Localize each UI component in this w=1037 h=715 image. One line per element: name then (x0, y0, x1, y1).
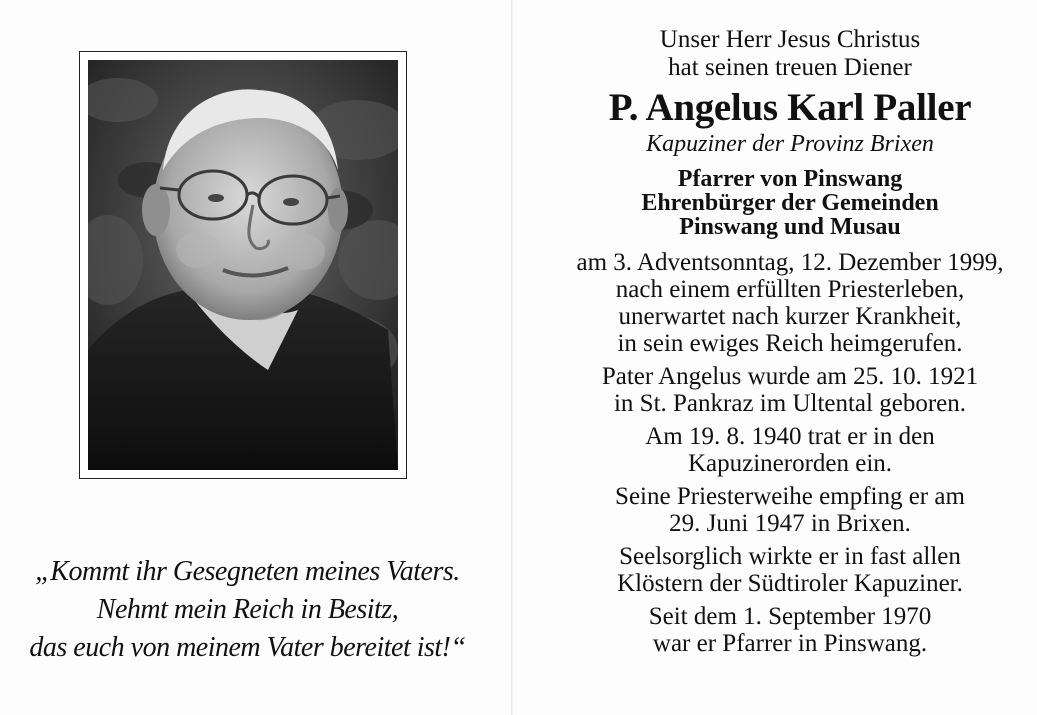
intro-line: Unser Herr Jesus Christus (659, 26, 921, 53)
quote-line: Nehmt mein Reich in Besitz, (96, 594, 399, 625)
paragraph-birth (540, 363, 1037, 417)
text-line: Kapuzinerorden ein. (687, 450, 893, 477)
text-line: Seit dem 1. September 1970 (648, 603, 932, 630)
intro-line: hat seinen treuen Diener (668, 54, 912, 81)
text-line: am 3. Adventsonntag, 12. Dezember 1999, (576, 249, 1004, 276)
text-line: Am 19. 8. 1940 trat er in den (645, 423, 935, 450)
quote-line: das euch von meinem Vater bereitet ist!“ (29, 632, 466, 663)
portrait-illustration (88, 60, 398, 470)
text-line: in sein ewiges Reich heimgerufen. (617, 330, 963, 357)
intro (540, 26, 1037, 82)
order-subtitle: Kapuziner der Provinz Brixen (646, 131, 934, 157)
text-line: nach einem erfüllten Priesterleben, (615, 276, 965, 303)
text-line: 29. Juni 1947 in Brixen. (669, 510, 911, 537)
text-line: Seelsorglich wirkte er in fast allen (619, 543, 961, 570)
title-line: Pfarrer von Pinswang (677, 166, 903, 192)
text-line: unerwartet nach kurzer Krankheit, (618, 303, 962, 330)
text-line: Klöstern der Südtiroler Kapuziner. (617, 570, 963, 597)
text-line: in St. Pankraz im Ultental geboren. (613, 390, 966, 417)
portrait-photo (88, 60, 398, 470)
bible-quote (0, 553, 495, 667)
quote-line: „Kommt ihr Gesegneten meines Vaters. (35, 556, 460, 587)
card-fold (511, 0, 513, 715)
announcement-text (540, 26, 1037, 657)
paragraph-death (540, 249, 1037, 357)
deceased-name: P. Angelus Karl Paller (608, 86, 972, 129)
paragraph-ordination (540, 483, 1037, 537)
honorary-titles (540, 167, 1037, 239)
title-line: Pinswang und Musau (679, 214, 901, 240)
text-line: Seine Priesterweihe empfing er am (615, 483, 965, 510)
paragraph-order-entry (540, 423, 1037, 477)
paragraph-parish (540, 603, 1037, 657)
photo-frame (79, 51, 407, 479)
paragraph-ministry (540, 543, 1037, 597)
title-line: Ehrenbürger der Gemeinden (641, 190, 939, 216)
text-line: war er Pfarrer in Pinswang. (652, 630, 928, 657)
text-line: Pater Angelus wurde am 25. 10. 1921 (601, 363, 979, 390)
